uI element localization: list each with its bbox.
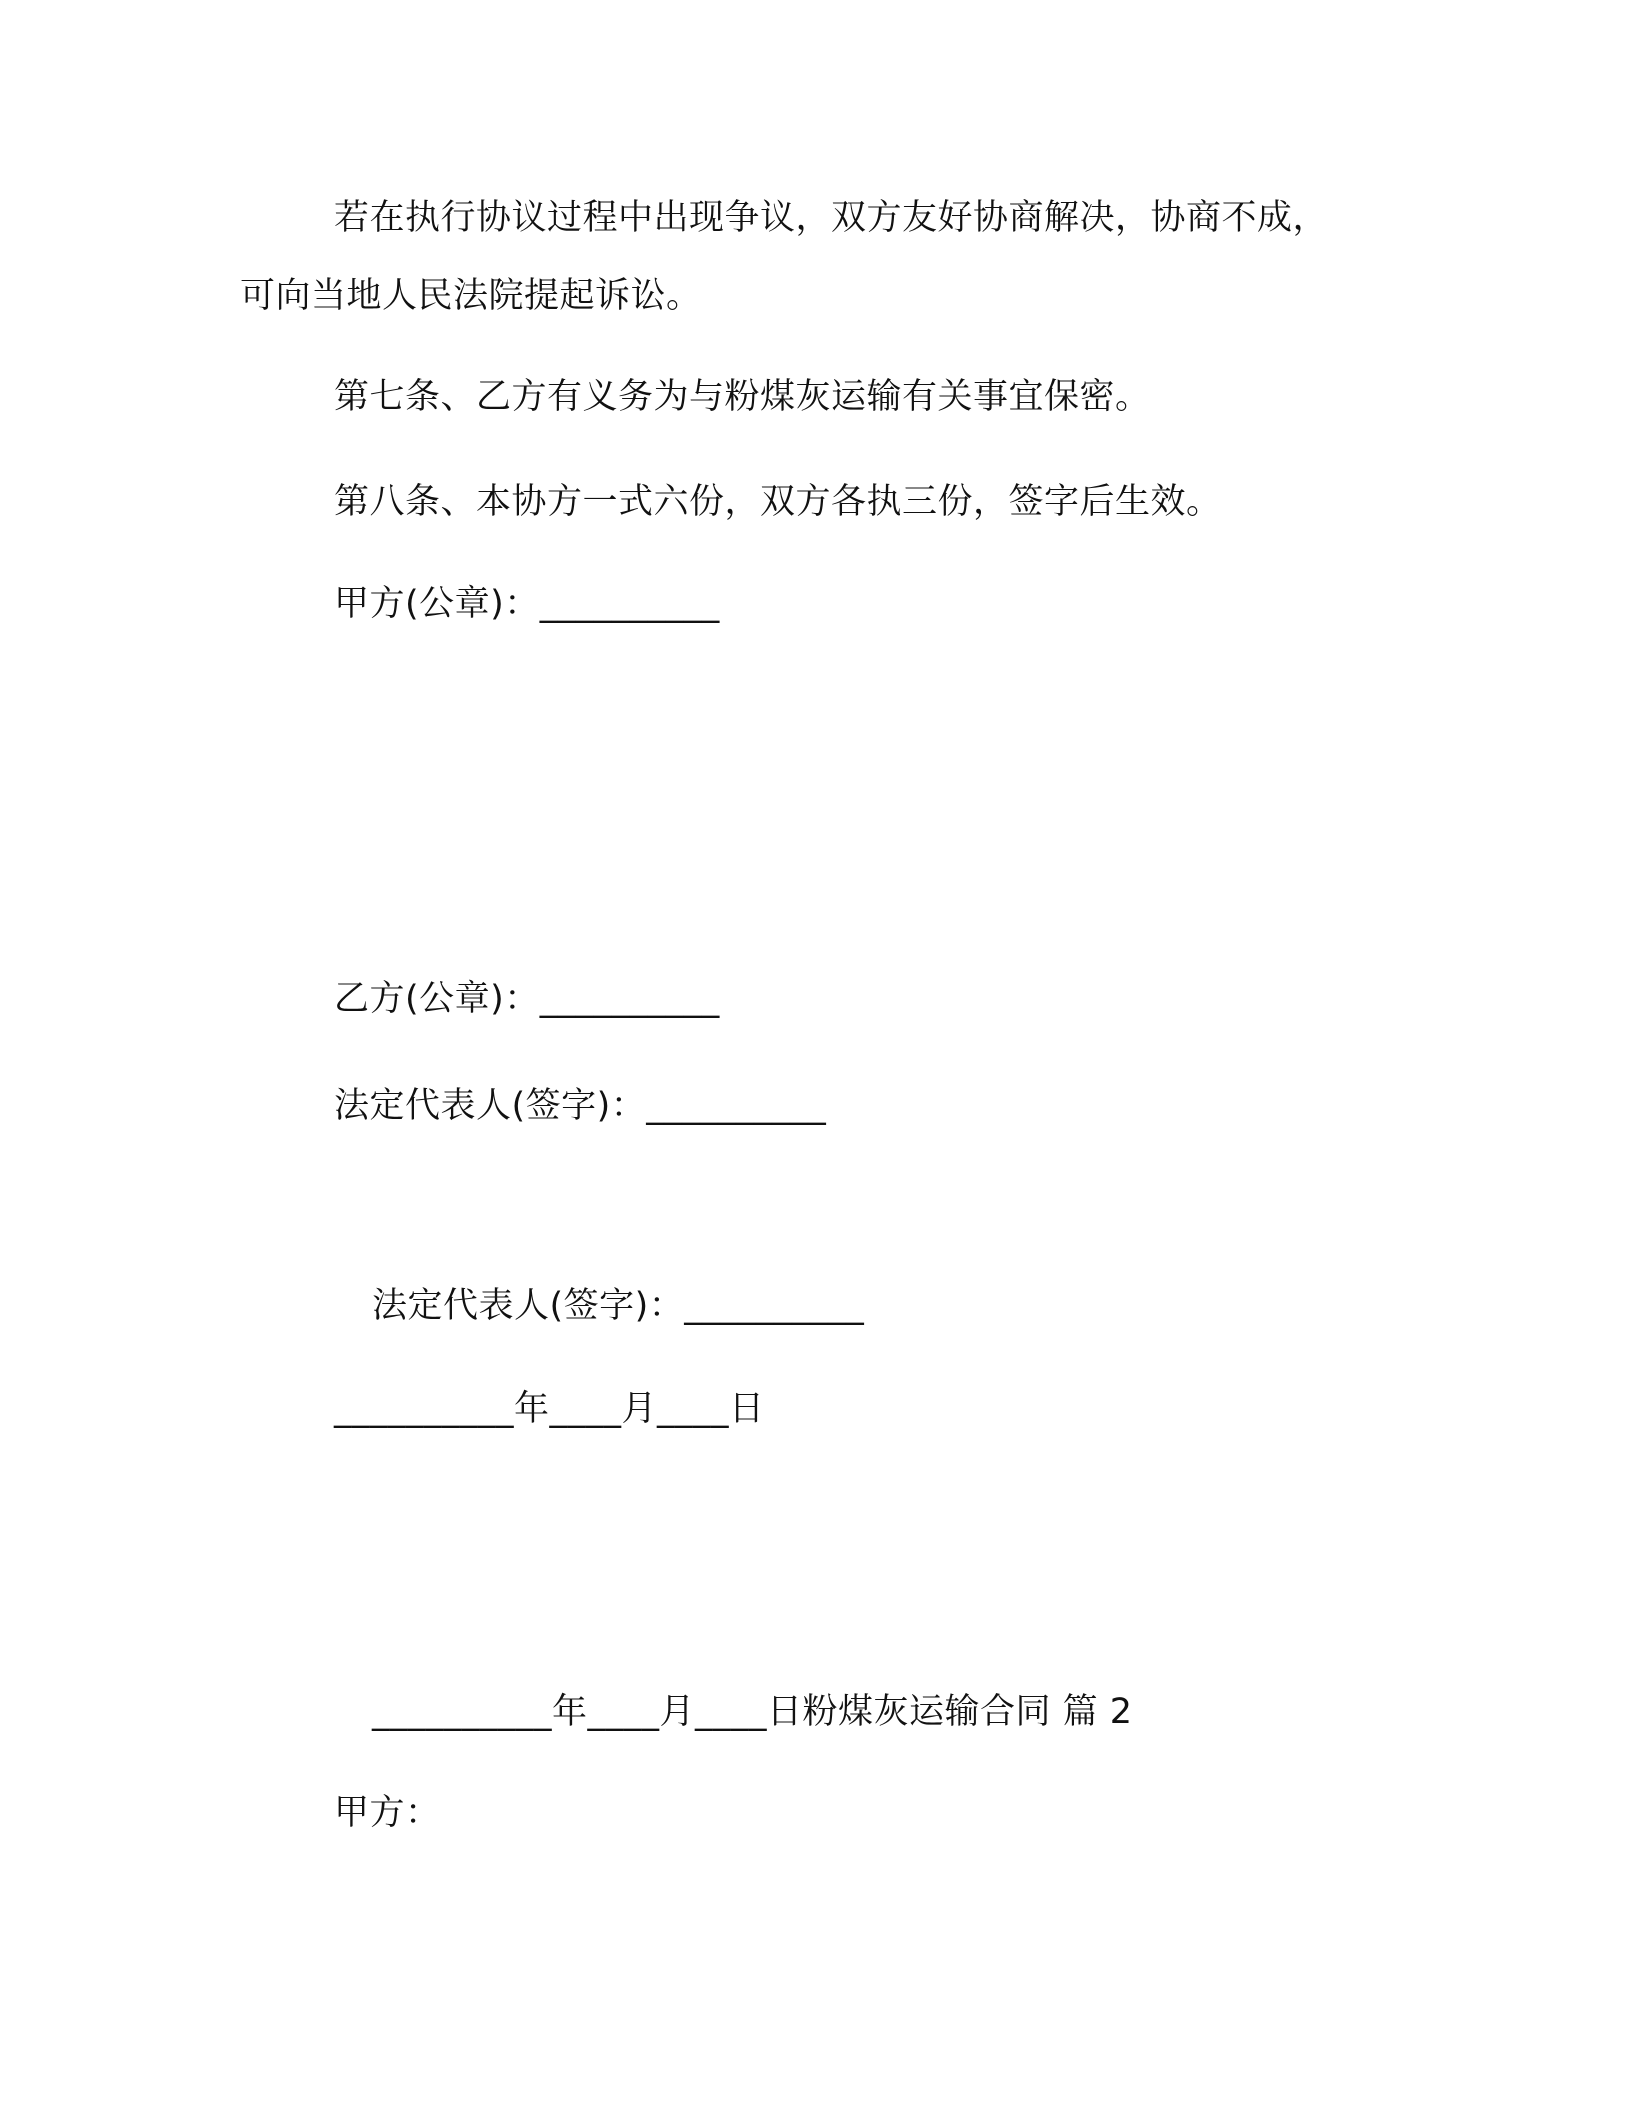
dispute-paragraph-line-1: 若在执行协议过程中出现争议，双方友好协商解决，协商不成，: [334, 198, 1329, 238]
legal-representative-field-2: 法定代表人(签字)：__________: [372, 1286, 865, 1326]
article-8: 第八条、本协方一式六份，双方各执三份，签字后生效。: [334, 482, 1222, 522]
party-a-seal-field: 甲方(公章)：__________: [334, 584, 720, 624]
dispute-paragraph-line-2: 可向当地人民法院提起诉讼。: [240, 276, 702, 316]
party-b-seal-field: 乙方(公章)：__________: [334, 979, 720, 1019]
date-field: __________年____月____日: [334, 1389, 765, 1429]
section-2-heading: __________年____月____日粉煤灰运输合同 篇 2: [372, 1692, 1133, 1732]
section-2-party-a: 甲方：: [334, 1793, 441, 1833]
article-7: 第七条、乙方有义务为与粉煤灰运输有关事宜保密。: [334, 377, 1151, 417]
legal-representative-field-1: 法定代表人(签字)：__________: [334, 1086, 827, 1126]
